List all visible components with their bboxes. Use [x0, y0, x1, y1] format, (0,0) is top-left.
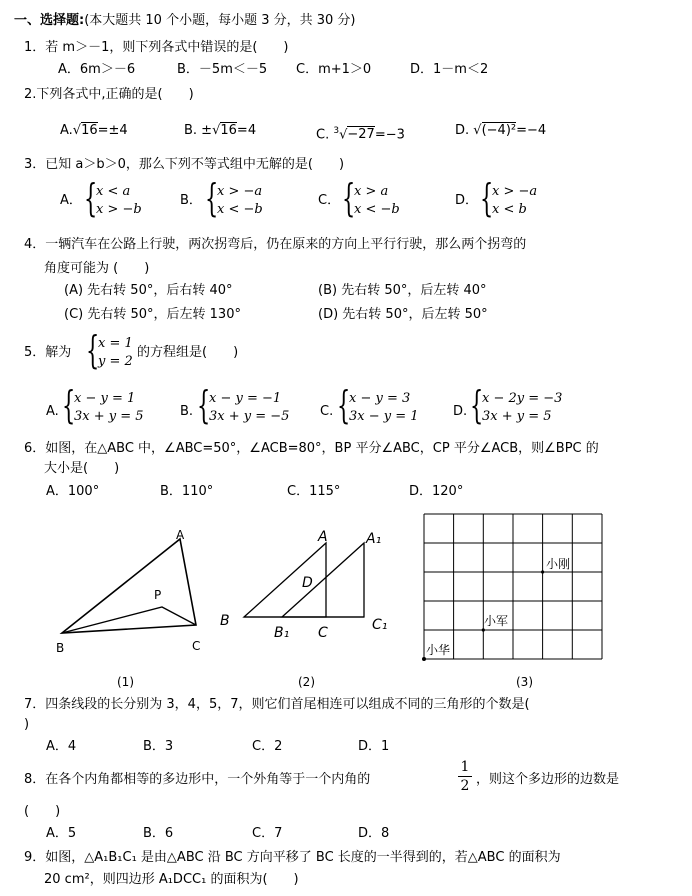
q6-option-a: A．100° [46, 484, 100, 499]
q3-stem: 3．已知 a＞b＞0，那么下列不等式组中无解的是( ) [24, 157, 345, 172]
q2-option-c: C. $^3$√−27=−3 [316, 126, 405, 143]
fig1-label-a: A [176, 528, 185, 542]
figure-3-grid [418, 508, 608, 668]
q5-option-d-label: D. [453, 404, 468, 419]
q4-option-c: (C) 先右转 50°，后左转 130° [64, 307, 241, 322]
fig2-label-b1: B₁ [274, 625, 290, 641]
q7-option-a: A．4 [46, 739, 77, 754]
q8-option-d: D．8 [358, 826, 390, 841]
q6-stem-line1: 6．如图，在△ABC 中，∠ABC=50°，∠ACB=80°，BP 平分∠ABC，CP 平分∠ACB，则∠BPC 的 [24, 441, 599, 456]
fig3-label-xiaogang: 小刚 [546, 557, 571, 571]
q1-option-a: A．6m＞－6 [58, 62, 136, 77]
q4-option-d: (D) 先右转 50°，后左转 50° [318, 307, 488, 322]
fig1-label-p: P [154, 588, 162, 602]
q9-stem-line1: 9．如图，△A₁B₁C₁ 是由△ABC 沿 BC 方向平移了 BC 长度的一半得到的，若△ABC 的面积为 [24, 850, 561, 865]
q8-stem-b: ，则这个多边形的边数是 [476, 772, 620, 787]
figure-1-caption: (1) [117, 675, 134, 689]
q5-option-b-label: B. [180, 404, 194, 419]
q4-option-a: (A) 先右转 50°，后右转 40° [64, 283, 233, 298]
section-title: 一、选择题: [14, 13, 85, 28]
fig1-label-b: B [56, 641, 65, 655]
figure-2-caption: (2) [298, 675, 315, 689]
q8-option-c: C．7 [252, 826, 283, 841]
q4-stem-line1: 4．一辆汽车在公路上行驶，两次拐弯后，仍在原来的方向上平行行驶，那么两个拐弯的 [24, 237, 527, 252]
q8-option-b: B．6 [143, 826, 174, 841]
q1-option-d: D．1－m＜2 [410, 62, 489, 77]
q6-option-b: B．110° [160, 484, 214, 499]
figure-1-triangle [40, 525, 220, 665]
fig2-label-a1: A₁ [366, 531, 382, 547]
q8-fraction: 1 2 [458, 758, 472, 795]
q7-option-b: B．3 [143, 739, 174, 754]
q6-option-c: C．115° [287, 484, 341, 499]
fig2-label-c: C [318, 625, 328, 641]
q7-stem-end: ) [24, 717, 30, 732]
q5-prefix: 5．解为 [24, 345, 72, 360]
q4-option-b: (B) 先右转 50°，后左转 40° [318, 283, 487, 298]
q5-option-c-label: C. [320, 404, 334, 419]
q3-option-c-label: C． [318, 193, 341, 208]
q2-option-d: D. √(−4)²=−4 [455, 123, 547, 138]
q1-option-b: B．－5m＜－5 [177, 62, 268, 77]
fig1-label-c: C [192, 639, 201, 653]
q7-option-d: D．1 [358, 739, 390, 754]
q7-option-c: C．2 [252, 739, 283, 754]
q8-stem-end: ( ) [24, 804, 61, 819]
q7-stem: 7．四条线段的长分别为 3，4，5，7，则它们首尾相连可以组成不同的三角形的个数是( [24, 697, 530, 712]
fig2-label-c1: C₁ [372, 617, 388, 633]
q1-stem: 1．若 m＞－1，则下列各式中错误的是( ) [24, 40, 289, 55]
q3-option-d-label: D． [455, 193, 479, 208]
q4-stem-line2: 角度可能为 ( ) [44, 261, 150, 276]
fig3-label-xiaojun: 小军 [484, 614, 509, 628]
q8-stem-a: 8．在各个内角都相等的多边形中，一个外角等于一个内角的 [24, 772, 371, 787]
q3-option-a-label: A． [60, 193, 82, 208]
fig3-label-xiaohua: 小华 [426, 643, 451, 657]
figure-3-caption: (3) [516, 675, 533, 689]
figure-2-translated-triangles [214, 525, 414, 655]
q2-option-a: A.√16=±4 [60, 123, 128, 138]
fig2-label-a: A [318, 529, 328, 545]
section-heading [14, 13, 356, 29]
q6-option-d: D．120° [409, 484, 464, 499]
section-note: (本大题共 10 个小题，每小题 3 分，共 30 分) [84, 13, 356, 28]
q3-option-b-label: B． [180, 193, 202, 208]
fig2-label-b: B [220, 613, 230, 629]
q9-stem-line2: 20 cm²，则四边形 A₁DCC₁ 的面积为( ) [44, 872, 299, 887]
q2-stem: 2.下列各式中,正确的是( ) [24, 87, 194, 102]
fig2-label-d: D [302, 575, 313, 591]
q5-option-a-label: A. [46, 404, 59, 419]
q6-stem-line2: 大小是( ) [44, 461, 120, 476]
q8-option-a: A．5 [46, 826, 77, 841]
q5-suffix: 的方程组是( ) [137, 345, 239, 360]
q1-option-c: C．m+1＞0 [296, 62, 372, 77]
q2-option-b: B. ±√16=4 [184, 123, 257, 138]
